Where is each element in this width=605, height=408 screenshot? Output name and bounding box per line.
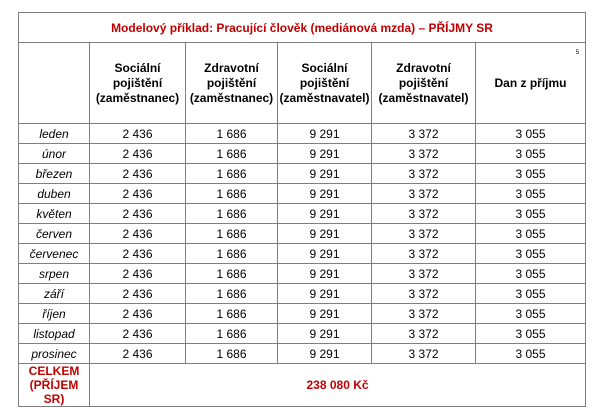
value-cell: 3 372: [372, 264, 476, 284]
value-cell: 2 436: [90, 144, 186, 164]
value-cell: 1 686: [186, 264, 278, 284]
value-cell: 3 055: [476, 284, 586, 304]
value-cell: 3 055: [476, 184, 586, 204]
value-cell: 3 372: [372, 304, 476, 324]
table-row: [19, 284, 586, 304]
header-health-employee: Zdravotní pojištění (zaměstnanec): [186, 43, 278, 124]
value-cell: 9 291: [278, 244, 372, 264]
table-row: [19, 144, 586, 164]
table-row: [19, 164, 586, 184]
value-cell: 1 686: [186, 224, 278, 244]
value-cell: 3 055: [476, 264, 586, 284]
table-row: [19, 244, 586, 264]
value-cell: 3 055: [476, 224, 586, 244]
table-row: [19, 124, 586, 144]
value-cell: 3 372: [372, 284, 476, 304]
value-cell: 9 291: [278, 144, 372, 164]
value-cell: 9 291: [278, 284, 372, 304]
value-cell: 9 291: [278, 204, 372, 224]
table-row: [19, 324, 586, 344]
month-cell: červenec: [19, 244, 90, 264]
month-cell: květen: [19, 204, 90, 224]
value-cell: 9 291: [278, 344, 372, 364]
value-cell: 2 436: [90, 304, 186, 324]
value-cell: 3 055: [476, 304, 586, 324]
month-cell: září: [19, 284, 90, 304]
value-cell: 3 372: [372, 164, 476, 184]
footnote-marker: 5: [575, 50, 580, 56]
table-title: Modelový příklad: Pracující člověk (mediánová mzda) – PŘÍJMY SR: [19, 13, 586, 43]
total-row: [19, 364, 586, 407]
value-cell: 1 686: [186, 304, 278, 324]
value-cell: 3 372: [372, 144, 476, 164]
month-cell: únor: [19, 144, 90, 164]
month-cell: srpen: [19, 264, 90, 284]
value-cell: 3 055: [476, 324, 586, 344]
header-social-employer: Sociální pojištění (zaměstnavatel): [278, 43, 372, 124]
total-label: [19, 364, 90, 407]
value-cell: 3 055: [476, 244, 586, 264]
value-cell: 9 291: [278, 324, 372, 344]
value-cell: 3 372: [372, 324, 476, 344]
value-cell: 2 436: [90, 204, 186, 224]
table-row: [19, 264, 586, 284]
month-cell: duben: [19, 184, 90, 204]
value-cell: 3 372: [372, 224, 476, 244]
value-cell: 3 372: [372, 204, 476, 224]
value-cell: 2 436: [90, 244, 186, 264]
value-cell: 2 436: [90, 164, 186, 184]
income-table: [18, 12, 586, 407]
value-cell: 9 291: [278, 164, 372, 184]
month-cell: listopad: [19, 324, 90, 344]
title-row: [19, 13, 586, 43]
table-row: [19, 184, 586, 204]
table-row: [19, 344, 586, 364]
value-cell: 9 291: [278, 124, 372, 144]
value-cell: 1 686: [186, 204, 278, 224]
value-cell: 3 055: [476, 204, 586, 224]
value-cell: 2 436: [90, 124, 186, 144]
value-cell: 1 686: [186, 124, 278, 144]
value-cell: 3 372: [372, 344, 476, 364]
value-cell: 3 055: [476, 144, 586, 164]
table-row: [19, 224, 586, 244]
value-cell: 1 686: [186, 244, 278, 264]
value-cell: 2 436: [90, 224, 186, 244]
table-row: [19, 204, 586, 224]
document-sheet: [18, 12, 585, 406]
value-cell: 3 055: [476, 164, 586, 184]
value-cell: 3 372: [372, 124, 476, 144]
value-cell: 2 436: [90, 344, 186, 364]
total-value: 238 080 Kč: [90, 364, 586, 407]
value-cell: 1 686: [186, 324, 278, 344]
month-cell: březen: [19, 164, 90, 184]
value-cell: 1 686: [186, 284, 278, 304]
value-cell: 2 436: [90, 324, 186, 344]
value-cell: 1 686: [186, 344, 278, 364]
value-cell: 1 686: [186, 144, 278, 164]
month-cell: prosinec: [19, 344, 90, 364]
value-cell: 3 055: [476, 124, 586, 144]
header-social-employee: Sociální pojištění (zaměstnanec): [90, 43, 186, 124]
header-income-tax-label: Dan z příjmu: [494, 75, 567, 90]
value-cell: 1 686: [186, 164, 278, 184]
value-cell: 2 436: [90, 184, 186, 204]
value-cell: 3 055: [476, 344, 586, 364]
value-cell: 3 372: [372, 184, 476, 204]
value-cell: 9 291: [278, 304, 372, 324]
value-cell: 3 372: [372, 244, 476, 264]
table-row: [19, 304, 586, 324]
total-label-line1: CELKEM: [28, 364, 80, 378]
month-cell: leden: [19, 124, 90, 144]
month-cell: říjen: [19, 304, 90, 324]
value-cell: 2 436: [90, 284, 186, 304]
value-cell: 9 291: [278, 264, 372, 284]
value-cell: 9 291: [278, 184, 372, 204]
header-health-employer: Zdravotní pojištění (zaměstnavatel): [372, 43, 476, 124]
total-label-line2: (PŘÍJEM SR): [29, 378, 79, 406]
header-empty: [19, 43, 90, 124]
header-income-tax: [476, 43, 586, 124]
value-cell: 2 436: [90, 264, 186, 284]
value-cell: 9 291: [278, 224, 372, 244]
month-cell: červen: [19, 224, 90, 244]
value-cell: 1 686: [186, 184, 278, 204]
header-row: [19, 43, 586, 124]
